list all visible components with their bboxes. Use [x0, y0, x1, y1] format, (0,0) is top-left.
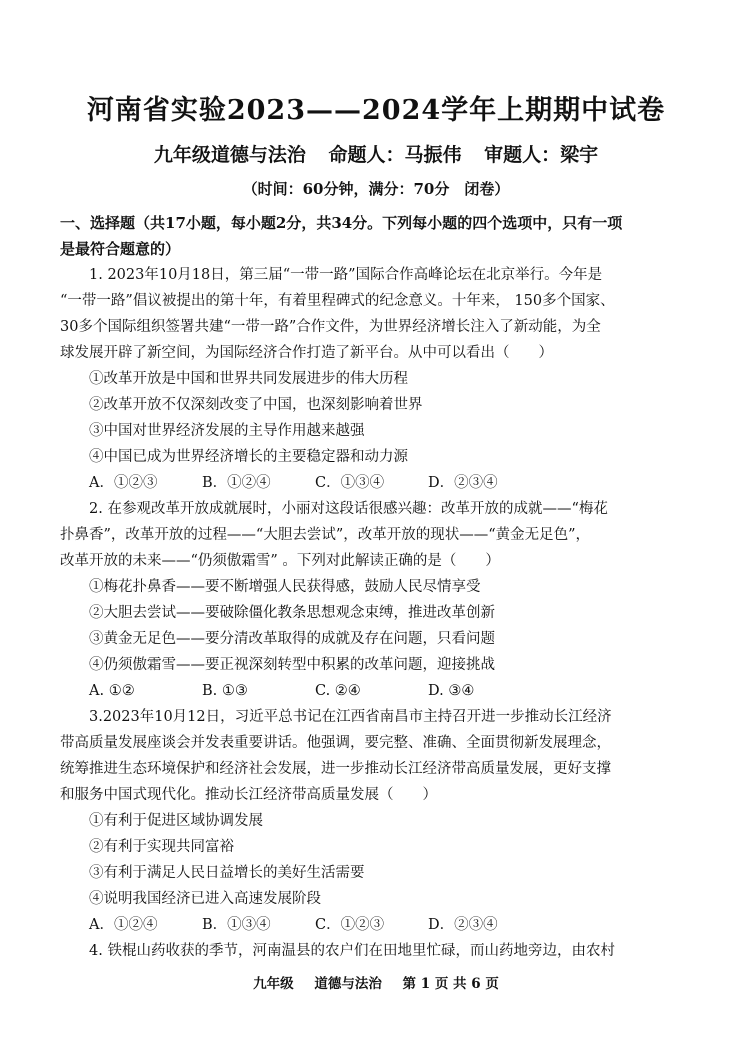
question-line: 球发展开辟了新空间，为国际经济合作打造了新平台。从中可以看出（ ） [60, 345, 553, 361]
section-heading: 一、选择题（共17小题，每小题2分，共34分。下列每小题的四个选项中，只有一项 [60, 214, 623, 232]
exam-info: （时间：60分钟，满分：70分 闭卷） [242, 180, 510, 198]
choice-d: D．②③④ [428, 475, 498, 491]
statement-option: ④中国已成为世界经济增长的主要稳定器和动力源 [89, 449, 408, 465]
statement-option: ④仍须傲霜雪——要正视深刻转型中积累的改革问题，迎接挑战 [89, 657, 495, 673]
question-line: 30多个国际组织签署共建“一带一路”合作文件，为世界经济增长注入了新动能，为全 [60, 319, 601, 335]
statement-option: ④说明我国经济已进入高速发展阶段 [89, 891, 321, 907]
choice-d: D．②③④ [428, 917, 498, 933]
page-title: 河南省实验2023——2024学年上期期中试卷 [86, 95, 666, 126]
choice-a: A. ①② [89, 683, 135, 699]
question-line: 1. 2023年10月18日，第三届“一带一路”国际合作高峰论坛在北京举行。今年是 [89, 267, 603, 283]
choice-a: A．①②③ [89, 475, 158, 491]
choice-b: B．①②④ [202, 475, 271, 491]
question-1 [60, 262, 700, 496]
answer-choices [60, 470, 700, 496]
statement-option: ③中国对世界经济发展的主导作用越来越强 [89, 423, 365, 439]
choice-a: A．①②④ [89, 917, 158, 933]
question-line: 带高质量发展座谈会并发表重要讲话。他强调，要完整、准确、全面贯彻新发展理念， [60, 735, 611, 751]
choice-c: C．①②③ [315, 917, 385, 933]
question-line: 2. 在参观改革开放成就展时，小丽对这段话很感兴趣：改革开放的成就——“梅花 [89, 501, 608, 517]
question-line: 3.2023年10月12日，习近平总书记在江西省南昌市主持召开进一步推动长江经济 [89, 709, 612, 725]
choice-c: C．①③④ [315, 475, 385, 491]
section-heading-cont: 是最符合题意的） [60, 240, 181, 258]
statement-option: ③有利于满足人民日益增长的美好生活需要 [89, 865, 365, 881]
statement-option: ②大胆去尝试——要破除僵化教条思想观念束缚，推进改革创新 [89, 605, 495, 621]
choice-c: C. ②④ [315, 683, 361, 699]
question-line: 和服务中国式现代化。推动长江经济带高质量发展（ ） [60, 787, 437, 803]
question-line: 统筹推进生态环境保护和经济社会发展，进一步推动长江经济带高质量发展，更好支撑 [60, 761, 611, 777]
exam-subtitle [0, 140, 752, 167]
footer-page-number: 第 1 页 共 6 页 [402, 976, 499, 992]
exam-content [60, 210, 700, 964]
statement-option: ①有利于促进区域协调发展 [89, 813, 263, 829]
choice-d: D. ③④ [428, 683, 475, 699]
question-line: 扑鼻香”，改革开放的过程——“大胆去尝试”，改革开放的现状——“黄金无足色”， [60, 527, 591, 543]
answer-choices [60, 678, 700, 704]
page-footer [0, 972, 752, 992]
question-4 [60, 938, 700, 964]
question-line: “一带一路”倡议被提出的第十年，有着里程碑式的纪念意义。十年来， 150多个国家、 [60, 293, 615, 309]
setter: 命题人：马振伟 [328, 144, 462, 166]
question-3 [60, 704, 700, 938]
question-line: 改革开放的未来——“仍须傲霜雪” 。下列对此解读正确的是（ ） [60, 553, 500, 569]
choice-b: B．①③④ [202, 917, 271, 933]
grade-subject: 九年级道德与法治 [153, 144, 306, 166]
question-line: 4. 铁棍山药收获的季节，河南温县的农户们在田地里忙碌，而山药地旁边，由农村 [89, 943, 615, 959]
statement-option: ②有利于实现共同富裕 [89, 839, 234, 855]
statement-option: ③黄金无足色——要分清改革取得的成就及存在问题，只看问题 [89, 631, 495, 647]
statement-option: ②改革开放不仅深刻改变了中国，也深刻影响着世界 [89, 397, 423, 413]
statement-option: ①改革开放是中国和世界共同发展进步的伟大历程 [89, 371, 408, 387]
footer-subject: 道德与法治 [314, 976, 382, 992]
answer-choices [60, 912, 700, 938]
footer-grade: 九年级 [253, 976, 294, 992]
statement-option: ①梅花扑鼻香——要不断增强人民获得感，鼓励人民尽情享受 [89, 579, 481, 595]
choice-b: B. ①③ [202, 683, 248, 699]
reviewer: 审题人：梁宇 [484, 144, 599, 166]
question-2 [60, 496, 700, 704]
